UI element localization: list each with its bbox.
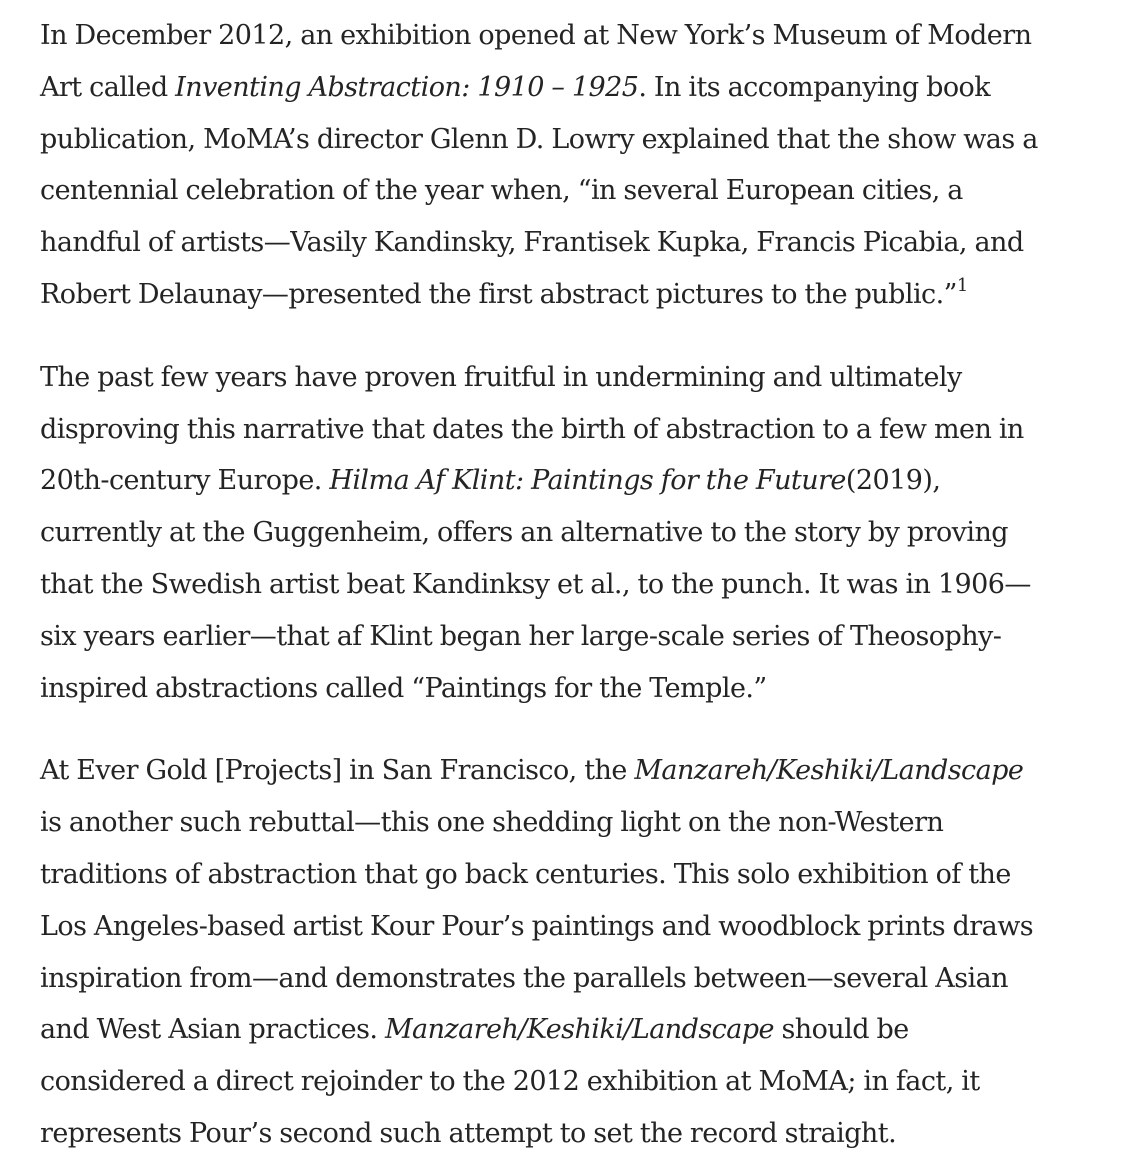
text-line xyxy=(40,797,1100,849)
text-run: inspiration from—and demonstrates the parallels between—several Asian xyxy=(40,962,1009,994)
text-run: inspired abstractions called “Paintings for the Temple.” xyxy=(40,672,767,704)
text-run: 20th-century Europe. xyxy=(40,465,330,497)
text-line xyxy=(40,559,1100,611)
text-run: is another such rebuttal—this one shedding light on the non-Western xyxy=(40,807,944,839)
text-run: centennial celebration of the year when, “in several European cities, a xyxy=(40,175,963,207)
text-run: (2019), xyxy=(845,465,941,497)
text-run: In December 2012, an exhibition opened at New York’s Museum of Modern xyxy=(40,20,1032,51)
text-line xyxy=(40,1004,1100,1056)
text-line xyxy=(40,114,1100,166)
text-run: six years earlier—that af Klint began her large-scale series of Theosophy- xyxy=(40,620,1002,652)
text-line xyxy=(40,1056,1100,1108)
text-line xyxy=(40,217,1100,269)
text-line xyxy=(40,404,1100,456)
text-line xyxy=(40,62,1100,114)
text-line xyxy=(40,455,1100,507)
footnote-marker[interactable]: 1 xyxy=(956,274,968,296)
text-run: that the Swedish artist beat Kandinksy et al., to the punch. It was in 1906— xyxy=(40,568,1031,600)
text-run: handful of artists—Vasily Kandinsky, Frantisek Kupka, Francis Picabia, and xyxy=(40,227,1024,259)
text-line xyxy=(40,10,1100,62)
text-line xyxy=(40,269,1100,321)
text-run: should be xyxy=(773,1014,909,1046)
text-run: traditions of abstraction that go back centuries. This solo exhibition of the xyxy=(40,858,1011,890)
exhibition-title: Manzareh/Keshiki/Landscape xyxy=(384,1014,774,1046)
text-run: disproving this narrative that dates the birth of abstraction to a few men in xyxy=(40,413,1024,445)
exhibition-title: Manzareh/Keshiki/Landscape xyxy=(634,755,1024,787)
paragraph-moma-intro xyxy=(40,10,1100,321)
text-run: . In its accompanying book xyxy=(638,71,991,103)
text-run: publication, MoMA’s director Glenn D. Lowry explained that the show was a xyxy=(40,123,1038,155)
exhibition-title: Hilma Af Klint: Paintings for the Future xyxy=(329,465,846,497)
text-run: Art called xyxy=(40,71,176,103)
text-line xyxy=(40,165,1100,217)
text-line xyxy=(40,611,1100,663)
text-line xyxy=(40,745,1100,797)
text-run: Robert Delaunay—presented the first abstract pictures to the public.” xyxy=(40,278,957,310)
paragraph-af-klint xyxy=(40,352,1100,715)
text-line xyxy=(40,849,1100,901)
text-run: currently at the Guggenheim, offers an alternative to the story by proving xyxy=(40,517,1009,549)
text-run: The past few years have proven fruitful in undermining and ultimately xyxy=(40,361,962,393)
text-line xyxy=(40,953,1100,1005)
text-line xyxy=(40,507,1100,559)
text-run: represents Pour’s second such attempt to set the record straight. xyxy=(40,1117,897,1149)
paragraph-ever-gold xyxy=(40,745,1100,1159)
text-run: At Ever Gold [Projects] in San Francisco, the xyxy=(40,755,635,787)
text-run: and West Asian practices. xyxy=(40,1014,385,1046)
text-run: considered a direct rejoinder to the 2012 exhibition at MoMA; in fact, it xyxy=(40,1066,980,1098)
text-line xyxy=(40,901,1100,953)
text-line xyxy=(40,352,1100,404)
text-line xyxy=(40,663,1100,715)
text-run: Los Angeles-based artist Kour Pour’s paintings and woodblock prints draws xyxy=(40,910,1034,942)
exhibition-title: Inventing Abstraction: 1910 – 1925 xyxy=(175,71,639,103)
